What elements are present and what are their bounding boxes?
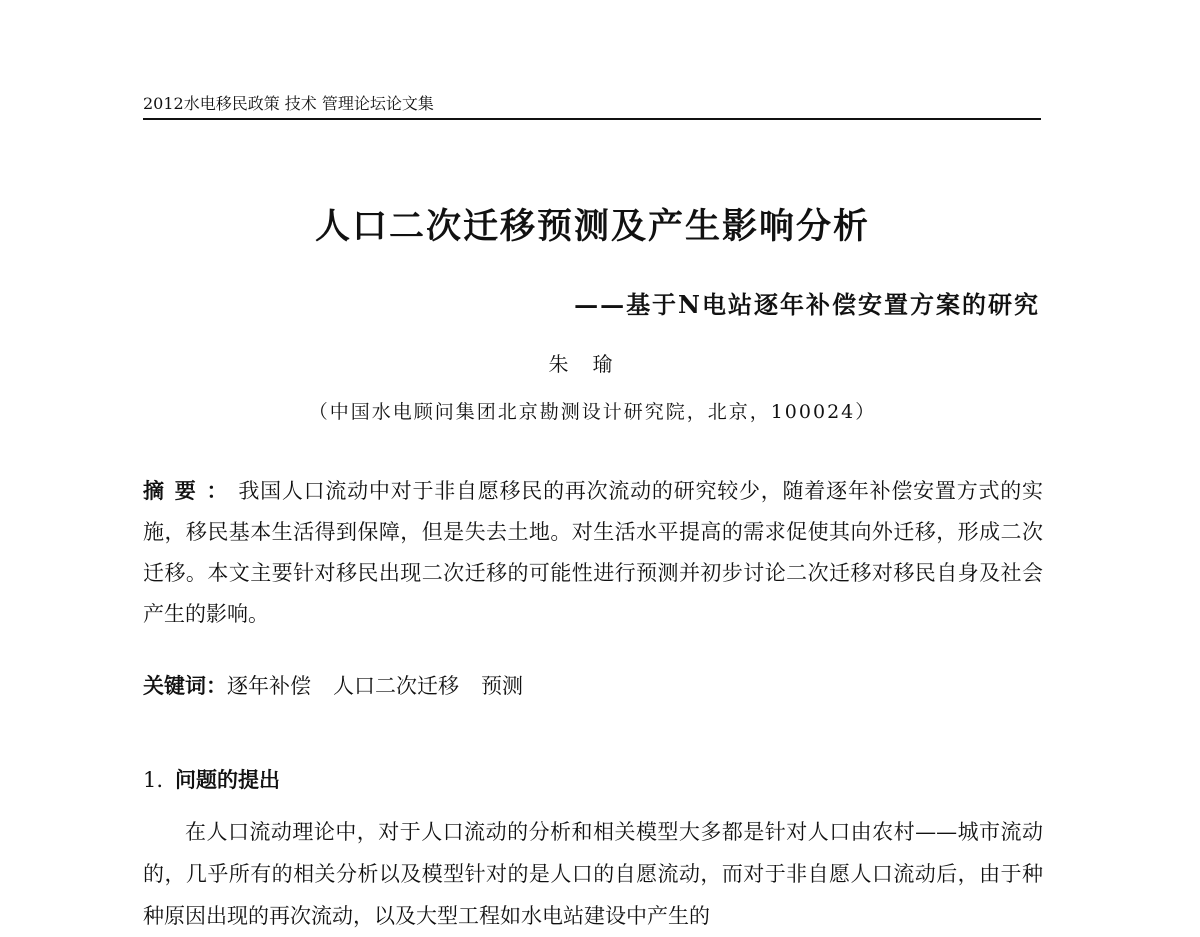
abstract-text: 我国人口流动中对于非自愿移民的再次流动的研究较少，随着逐年补偿安置方式的实施，移民基本生活得到保障，但是失去土地。对生活水平提高的需求促使其向外迁移，形成二次迁移。本文主要针对移民出现二次迁移的可能性进行预测并初步讨论二次迁移对移民自身及社会产生的影响。 — [143, 479, 1044, 626]
abstract — [143, 470, 1043, 635]
paper-title: 人口二次迁移预测及产生影响分析 — [314, 206, 870, 247]
paper-subtitle: ——基于N电站逐年补偿安置方案的研究 — [574, 290, 1040, 319]
body-paragraph: 在人口流动理论中，对于人口流动的分析和相关模型大多都是针对人口由农村——城市流动的，几乎所有的相关分析以及模型针对的是人口的自愿流动，而对于非自愿人口流动后，由于种种原因出现的再次流动，以及大型工程如水电站建设中产生的 — [143, 820, 1043, 928]
keyword-item: 逐年补偿 — [227, 674, 311, 698]
section-title: 问题的提出 — [175, 767, 281, 792]
section-number: 1. — [143, 768, 164, 792]
section-heading — [143, 762, 280, 798]
running-header: 2012水电移民政策 技术 管理论坛论文集 — [143, 94, 1041, 120]
keyword-item: 人口二次迁移 — [333, 674, 459, 698]
keywords — [143, 668, 1043, 704]
author-affiliation: （中国水电顾问集团北京勘测设计研究院，北京，100024） — [308, 401, 877, 423]
author-name: 朱瑜 — [548, 352, 637, 376]
abstract-label: 摘要： — [143, 478, 239, 503]
keywords-label: 关键词： — [143, 673, 227, 698]
keyword-item: 预测 — [481, 674, 523, 698]
